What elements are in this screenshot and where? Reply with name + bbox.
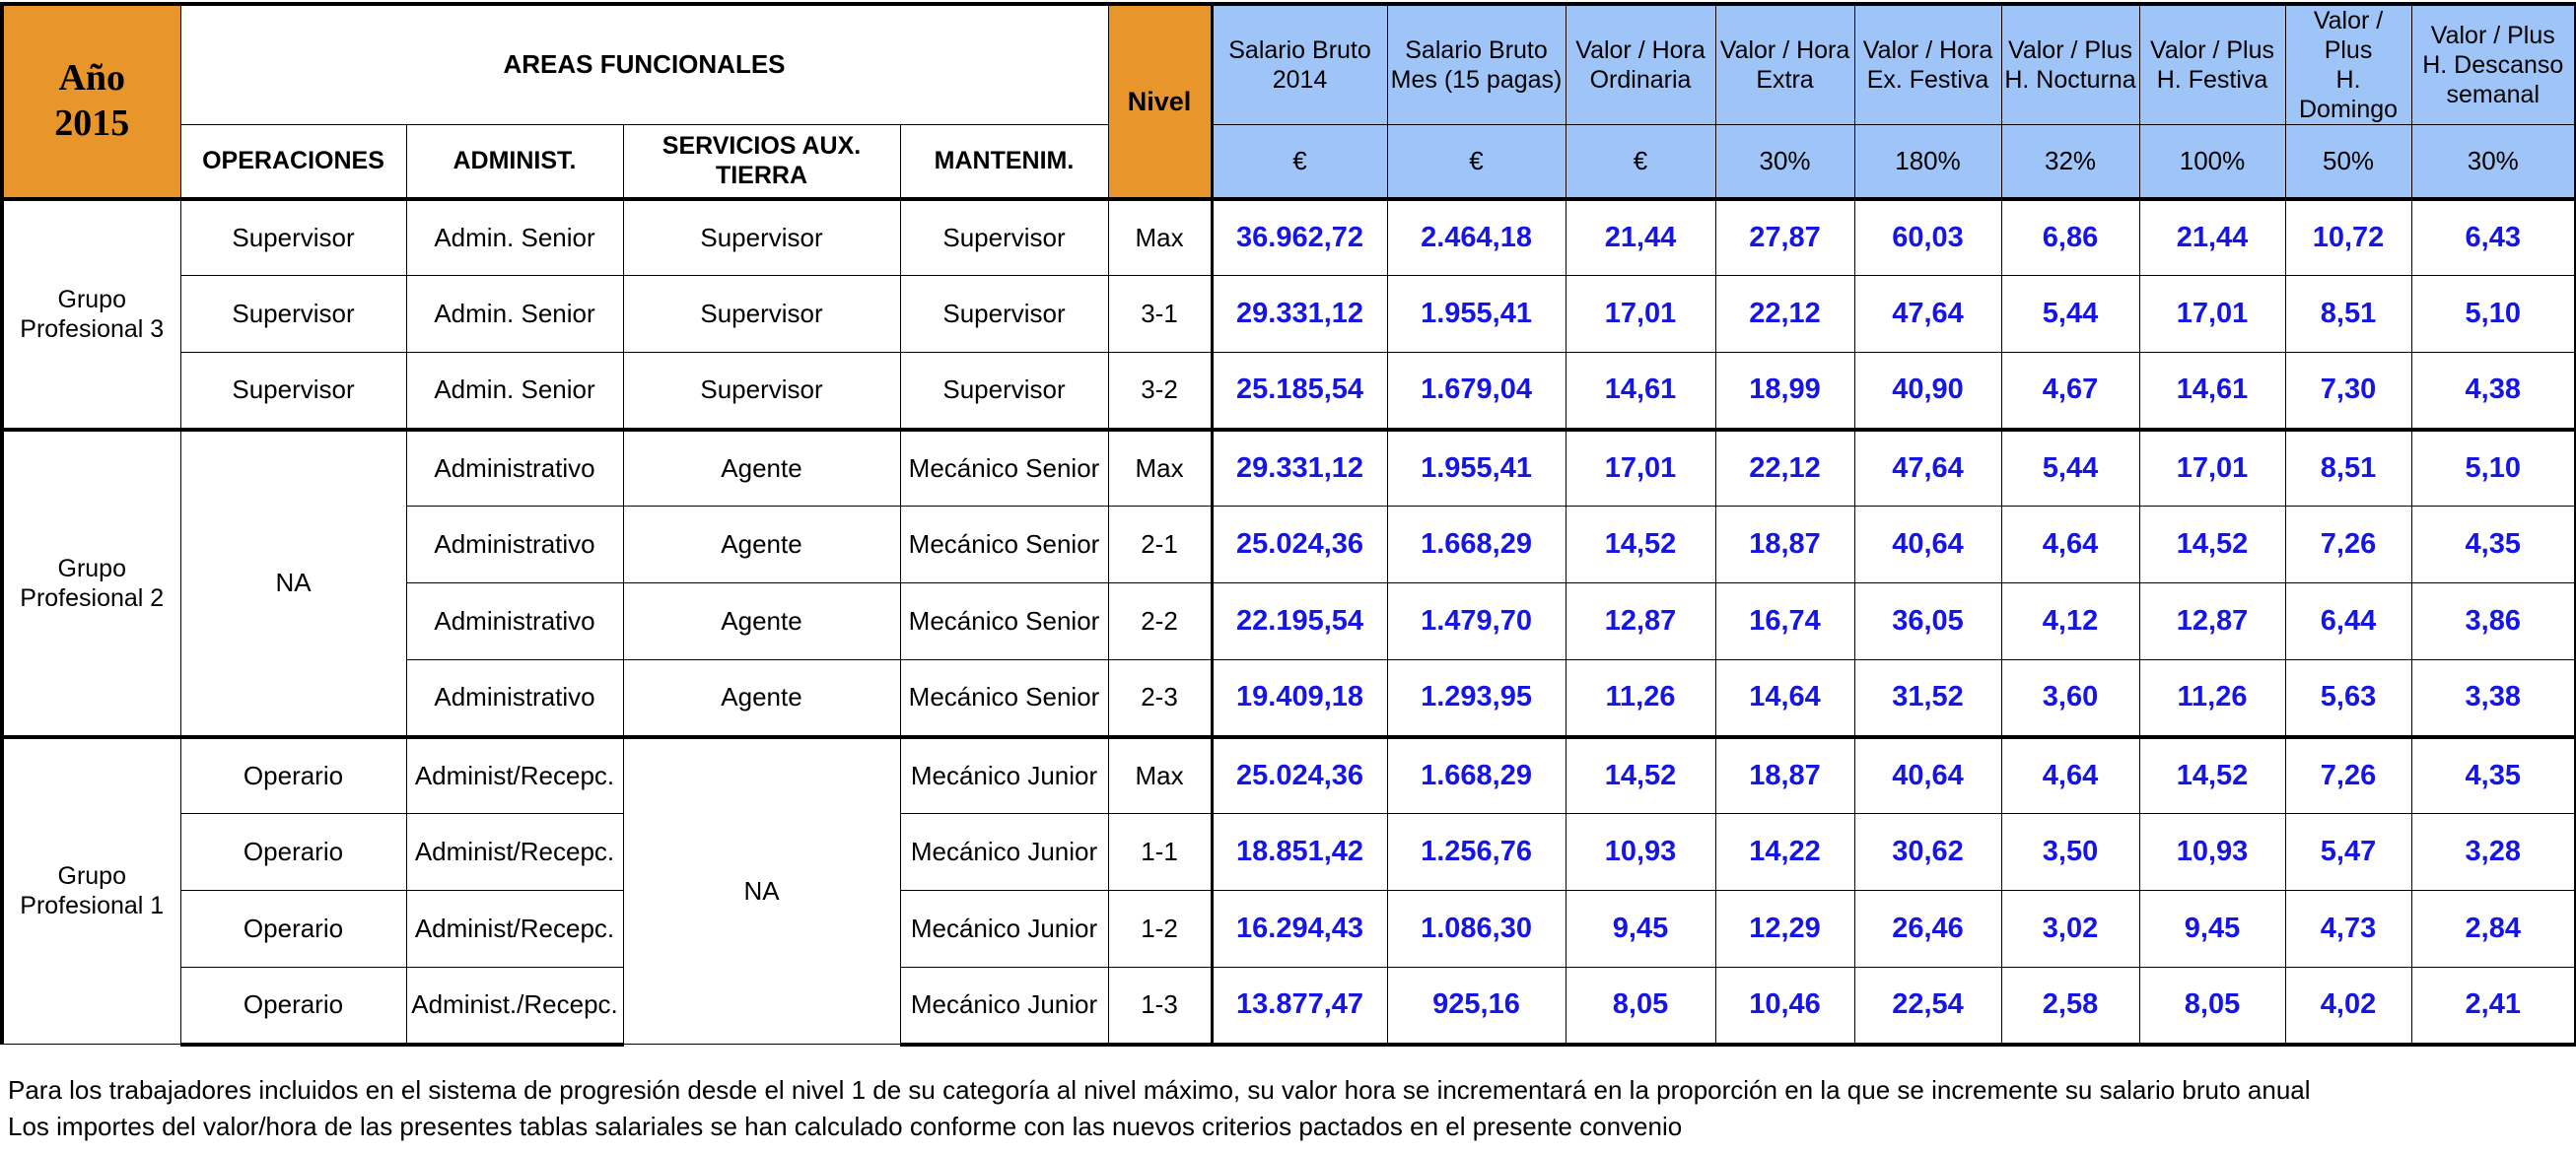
value-cell: 8,51 — [2285, 430, 2411, 507]
operaciones-cell: Operario — [180, 737, 406, 814]
value-cell: 925,16 — [1387, 968, 1566, 1045]
unit-cell: 180% — [1854, 125, 2001, 199]
value-cell: 5,44 — [2001, 430, 2139, 507]
value-cell: 40,90 — [1854, 353, 2001, 430]
administ-cell: Administrativo — [406, 583, 623, 660]
value-cell: 7,26 — [2285, 507, 2411, 583]
year-value: 2015 — [54, 102, 130, 144]
value-cell: 3,86 — [2411, 583, 2576, 660]
unit-cell: 32% — [2001, 125, 2139, 199]
table-row — [2, 737, 2576, 814]
column-header: Valor / Hora Ordinaria — [1566, 4, 1715, 125]
footnote: Para los trabajadores incluidos en el sistema de progresión desde el nivel 1 de su categoría al nivel máximo, su valor hora se incrementará en la proporción en la que se incremente su salario bruto anual — [8, 1075, 2311, 1105]
value-cell: 5,47 — [2285, 814, 2411, 891]
administ-cell: Administrativo — [406, 430, 623, 507]
value-cell: 14,61 — [2139, 353, 2285, 430]
value-cell: 2,84 — [2411, 891, 2576, 968]
value-cell: 29.331,12 — [1212, 276, 1387, 353]
nivel-cell: 2-3 — [1108, 660, 1212, 737]
value-cell: 13.877,47 — [1212, 968, 1387, 1045]
servicios-cell: Supervisor — [623, 353, 900, 430]
administ-cell: Admin. Senior — [406, 276, 623, 353]
value-cell: 9,45 — [2139, 891, 2285, 968]
value-cell: 12,87 — [1566, 583, 1715, 660]
mantenim-cell: Mecánico Junior — [900, 891, 1108, 968]
column-header: Valor / Hora Extra — [1715, 4, 1854, 125]
value-cell: 3,38 — [2411, 660, 2576, 737]
unit-cell: 100% — [2139, 125, 2285, 199]
value-cell: 4,67 — [2001, 353, 2139, 430]
value-cell: 10,93 — [2139, 814, 2285, 891]
administ-cell: Administ./Recepc. — [406, 968, 623, 1045]
mantenim-cell: Mecánico Senior — [900, 583, 1108, 660]
unit-cell: 30% — [2411, 125, 2576, 199]
value-cell: 22,12 — [1715, 430, 1854, 507]
value-cell: 40,64 — [1854, 737, 2001, 814]
value-cell: 18,99 — [1715, 353, 1854, 430]
value-cell: 29.331,12 — [1212, 430, 1387, 507]
value-cell: 19.409,18 — [1212, 660, 1387, 737]
salary-table — [0, 2, 2576, 1047]
value-cell: 4,73 — [2285, 891, 2411, 968]
value-cell: 17,01 — [2139, 276, 2285, 353]
area-operaciones: OPERACIONES — [180, 125, 406, 199]
value-cell: 1.668,29 — [1387, 737, 1566, 814]
value-cell: 1.293,95 — [1387, 660, 1566, 737]
administ-cell: Administrativo — [406, 660, 623, 737]
table-row — [2, 814, 2576, 891]
value-cell: 12,87 — [2139, 583, 2285, 660]
servicios-cell: Agente — [623, 430, 900, 507]
value-cell: 27,87 — [1715, 199, 1854, 276]
administ-cell: Admin. Senior — [406, 353, 623, 430]
column-header: Valor / Plus H. Descanso semanal — [2411, 4, 2576, 125]
value-cell: 1.086,30 — [1387, 891, 1566, 968]
value-cell: 6,43 — [2411, 199, 2576, 276]
column-header: Valor / Plus H. Domingo — [2285, 4, 2411, 125]
nivel-cell: 3-2 — [1108, 353, 1212, 430]
column-header: Salario Bruto Mes (15 pagas) — [1387, 4, 1566, 125]
mantenim-cell: Supervisor — [900, 199, 1108, 276]
value-cell: 7,26 — [2285, 737, 2411, 814]
value-cell: 10,72 — [2285, 199, 2411, 276]
value-cell: 3,02 — [2001, 891, 2139, 968]
administ-cell: Administ/Recepc. — [406, 814, 623, 891]
nivel-cell: Max — [1108, 737, 1212, 814]
value-cell: 6,44 — [2285, 583, 2411, 660]
value-cell: 14,52 — [1566, 507, 1715, 583]
value-cell: 10,46 — [1715, 968, 1854, 1045]
value-cell: 25.024,36 — [1212, 507, 1387, 583]
header-row-2 — [2, 125, 2576, 199]
nivel-cell: 2-1 — [1108, 507, 1212, 583]
value-cell: 1.668,29 — [1387, 507, 1566, 583]
value-cell: 4,02 — [2285, 968, 2411, 1045]
mantenim-cell: Mecánico Junior — [900, 814, 1108, 891]
unit-cell: € — [1387, 125, 1566, 199]
value-cell: 5,44 — [2001, 276, 2139, 353]
mantenim-cell: Mecánico Senior — [900, 660, 1108, 737]
value-cell: 4,38 — [2411, 353, 2576, 430]
mantenim-cell: Mecánico Junior — [900, 737, 1108, 814]
value-cell: 3,50 — [2001, 814, 2139, 891]
areas-funcionales-header: AREAS FUNCIONALES — [180, 4, 1108, 125]
servicios-cell: Agente — [623, 660, 900, 737]
column-header: Valor / Plus H. Nocturna — [2001, 4, 2139, 125]
value-cell: 11,26 — [2139, 660, 2285, 737]
value-cell: 16,74 — [1715, 583, 1854, 660]
table-row — [2, 353, 2576, 430]
administ-cell: Administ/Recepc. — [406, 891, 623, 968]
unit-cell: € — [1566, 125, 1715, 199]
value-cell: 14,64 — [1715, 660, 1854, 737]
value-cell: 47,64 — [1854, 276, 2001, 353]
value-cell: 40,64 — [1854, 507, 2001, 583]
value-cell: 1.679,04 — [1387, 353, 1566, 430]
operaciones-cell: Supervisor — [180, 353, 406, 430]
value-cell: 2,58 — [2001, 968, 2139, 1045]
value-cell: 16.294,43 — [1212, 891, 1387, 968]
group-label: Grupo Profesional 1 — [2, 737, 180, 1045]
value-cell: 4,35 — [2411, 737, 2576, 814]
value-cell: 14,52 — [2139, 737, 2285, 814]
value-cell: 8,05 — [2139, 968, 2285, 1045]
group-label: Grupo Profesional 2 — [2, 430, 180, 737]
nivel-header: Nivel — [1108, 4, 1212, 199]
column-header: Valor / Hora Ex. Festiva — [1854, 4, 2001, 125]
year-label: Año — [58, 57, 126, 100]
servicios-cell: Agente — [623, 507, 900, 583]
value-cell: 21,44 — [1566, 199, 1715, 276]
value-cell: 18,87 — [1715, 507, 1854, 583]
value-cell: 22,12 — [1715, 276, 1854, 353]
nivel-cell: Max — [1108, 430, 1212, 507]
value-cell: 4,64 — [2001, 507, 2139, 583]
servicios-cell: Supervisor — [623, 276, 900, 353]
value-cell: 18.851,42 — [1212, 814, 1387, 891]
servicios-cell: Supervisor — [623, 199, 900, 276]
column-header: Salario Bruto 2014 — [1212, 4, 1387, 125]
year-cell — [2, 4, 180, 199]
mantenim-cell: Mecánico Senior — [900, 507, 1108, 583]
nivel-cell: 1-2 — [1108, 891, 1212, 968]
value-cell: 25.185,54 — [1212, 353, 1387, 430]
value-cell: 7,30 — [2285, 353, 2411, 430]
value-cell: 9,45 — [1566, 891, 1715, 968]
value-cell: 17,01 — [2139, 430, 2285, 507]
nivel-cell: Max — [1108, 199, 1212, 276]
value-cell: 5,10 — [2411, 430, 2576, 507]
operaciones-cell: Operario — [180, 891, 406, 968]
value-cell: 5,63 — [2285, 660, 2411, 737]
administ-cell: Administrativo — [406, 507, 623, 583]
value-cell: 14,52 — [1566, 737, 1715, 814]
table-row — [2, 276, 2576, 353]
value-cell: 14,22 — [1715, 814, 1854, 891]
table-row — [2, 968, 2576, 1045]
nivel-cell: 1-1 — [1108, 814, 1212, 891]
column-header: Valor / Plus H. Festiva — [2139, 4, 2285, 125]
area-administ: ADMINIST. — [406, 125, 623, 199]
value-cell: 25.024,36 — [1212, 737, 1387, 814]
value-cell: 3,60 — [2001, 660, 2139, 737]
table-row — [2, 430, 2576, 507]
operaciones-cell: Operario — [180, 968, 406, 1045]
value-cell: 36,05 — [1854, 583, 2001, 660]
administ-cell: Administ/Recepc. — [406, 737, 623, 814]
value-cell: 22.195,54 — [1212, 583, 1387, 660]
unit-cell: 30% — [1715, 125, 1854, 199]
nivel-cell: 1-3 — [1108, 968, 1212, 1045]
value-cell: 2,41 — [2411, 968, 2576, 1045]
value-cell: 18,87 — [1715, 737, 1854, 814]
value-cell: 5,10 — [2411, 276, 2576, 353]
value-cell: 12,29 — [1715, 891, 1854, 968]
servicios-cell: Agente — [623, 583, 900, 660]
value-cell: 36.962,72 — [1212, 199, 1387, 276]
value-cell: 30,62 — [1854, 814, 2001, 891]
value-cell: 17,01 — [1566, 430, 1715, 507]
value-cell: 31,52 — [1854, 660, 2001, 737]
value-cell: 21,44 — [2139, 199, 2285, 276]
value-cell: 3,28 — [2411, 814, 2576, 891]
nivel-cell: 3-1 — [1108, 276, 1212, 353]
mantenim-cell: Supervisor — [900, 353, 1108, 430]
value-cell: 10,93 — [1566, 814, 1715, 891]
operaciones-cell: Supervisor — [180, 199, 406, 276]
value-cell: 14,52 — [2139, 507, 2285, 583]
table-row — [2, 199, 2576, 276]
operaciones-cell: Supervisor — [180, 276, 406, 353]
mantenim-cell: Mecánico Junior — [900, 968, 1108, 1045]
mantenim-cell: Supervisor — [900, 276, 1108, 353]
table-row — [2, 891, 2576, 968]
value-cell: 26,46 — [1854, 891, 2001, 968]
value-cell: 2.464,18 — [1387, 199, 1566, 276]
unit-cell: 50% — [2285, 125, 2411, 199]
group-label: Grupo Profesional 3 — [2, 199, 180, 430]
value-cell: 60,03 — [1854, 199, 2001, 276]
area-mantenim: MANTENIM. — [900, 125, 1108, 199]
value-cell: 4,12 — [2001, 583, 2139, 660]
unit-cell: € — [1212, 125, 1387, 199]
value-cell: 8,05 — [1566, 968, 1715, 1045]
header-row-1 — [2, 4, 2576, 125]
value-cell: 1.479,70 — [1387, 583, 1566, 660]
value-cell: 17,01 — [1566, 276, 1715, 353]
value-cell: 47,64 — [1854, 430, 2001, 507]
value-cell: 1.955,41 — [1387, 430, 1566, 507]
value-cell: 1.955,41 — [1387, 276, 1566, 353]
table-body — [2, 199, 2576, 1045]
operaciones-cell: Operario — [180, 814, 406, 891]
mantenim-cell: Mecánico Senior — [900, 430, 1108, 507]
value-cell: 6,86 — [2001, 199, 2139, 276]
value-cell: 1.256,76 — [1387, 814, 1566, 891]
footnote: Los importes del valor/hora de las presentes tablas salariales se han calculado conforme con las nuevos criterios pactados en el presente convenio — [8, 1112, 1683, 1141]
value-cell: 11,26 — [1566, 660, 1715, 737]
value-cell: 4,64 — [2001, 737, 2139, 814]
value-cell: 8,51 — [2285, 276, 2411, 353]
operaciones-cell: NA — [180, 430, 406, 737]
area-servicios-aux: SERVICIOS AUX. TIERRA — [623, 125, 900, 199]
value-cell: 22,54 — [1854, 968, 2001, 1045]
value-cell: 14,61 — [1566, 353, 1715, 430]
nivel-cell: 2-2 — [1108, 583, 1212, 660]
value-cell: 4,35 — [2411, 507, 2576, 583]
footnotes — [8, 1072, 2311, 1145]
servicios-cell: NA — [623, 737, 900, 1045]
administ-cell: Admin. Senior — [406, 199, 623, 276]
